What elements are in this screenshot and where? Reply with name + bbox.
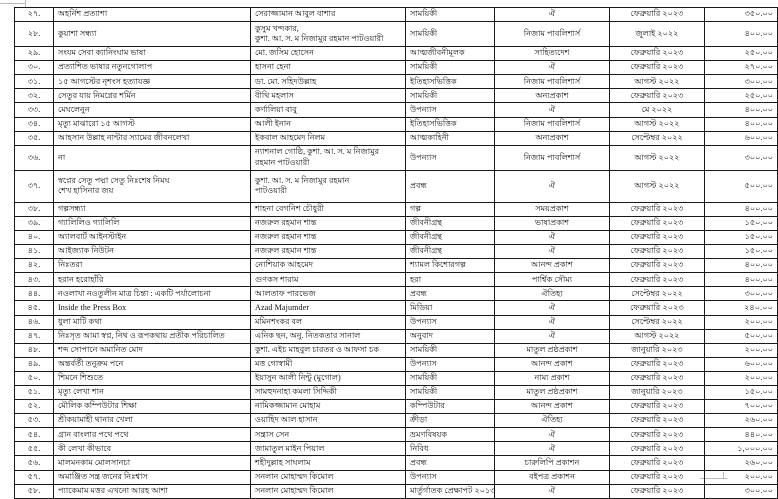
book-title-cell-line: স্বপ্নের সেতু পদ্মা সেতু নিঃশেষ নিমঘ bbox=[58, 175, 170, 185]
price-cell: ৩০০.০০ bbox=[705, 287, 778, 301]
serial-number-cell: ২৯. bbox=[15, 47, 54, 61]
table-row bbox=[15, 315, 778, 329]
book-title-cell: ধুলা মাটি কথা bbox=[54, 315, 251, 329]
genre-cell: কম্পিউটার bbox=[406, 400, 495, 414]
publisher-cell: ঐ bbox=[495, 442, 610, 456]
genre-cell: উপন্যাস bbox=[406, 103, 495, 117]
publisher-cell: পার্শ্বিক সৌম্য bbox=[495, 273, 610, 287]
table-row bbox=[15, 103, 778, 117]
genre-cell: সাময়িকী bbox=[406, 89, 495, 103]
publisher-cell: আনন্দ প্রকাশ bbox=[495, 259, 610, 273]
serial-number-cell: ৫৩. bbox=[15, 414, 54, 428]
publisher-cell: মাতুল প্রষ্ঠপ্রকাশ bbox=[495, 343, 610, 357]
genre-cell: মার্তুর্গাতক প্রেক্ষাপট ২০১৩ bbox=[406, 484, 495, 498]
table-body bbox=[15, 8, 778, 499]
publication-date-cell: আগস্ট ২০২২ bbox=[610, 329, 705, 343]
table-row bbox=[15, 442, 778, 456]
table-row bbox=[15, 470, 778, 484]
author-name-cell: নজরুল রহমান শান্ত bbox=[251, 216, 406, 230]
table-row bbox=[15, 117, 778, 131]
book-title-cell: শব্দ সোপানে অমানিত মোদ bbox=[54, 343, 251, 357]
publisher-cell: নিজাম পাবলিশার্স bbox=[495, 117, 610, 131]
serial-number-cell: ২৮. bbox=[15, 22, 54, 47]
publication-date-cell: ফেব্রুয়ারি ২০২৩ bbox=[610, 456, 705, 470]
book-title-cell: নওলাখা নওতুলীন মাত্র চিন্তা : একটি পর্যালোচনা bbox=[54, 287, 251, 301]
author-name-cell bbox=[251, 145, 406, 170]
publisher-cell: ঐ bbox=[495, 428, 610, 442]
publication-date-cell: ফেব্রুয়ারি ২০২৩ bbox=[610, 230, 705, 244]
genre-cell: অনুবাদ bbox=[406, 329, 495, 343]
table-row bbox=[15, 89, 778, 103]
table-row bbox=[15, 170, 778, 202]
price-cell: ২৬০.০০ bbox=[705, 414, 778, 428]
table-row bbox=[15, 75, 778, 89]
genre-cell: সাময়িকী bbox=[406, 8, 495, 22]
price-cell: ৪০০.০০ bbox=[705, 259, 778, 273]
genre-cell: সাময়িকী bbox=[406, 61, 495, 75]
price-cell: ১৫০.০০ bbox=[705, 230, 778, 244]
author-name-cell: এনিক ছন, অনু. নিতকতার সানাল bbox=[251, 329, 406, 343]
book-title-cell: শিমনে শিশুতে bbox=[54, 371, 251, 385]
book-title-cell: মেঘলেনুন bbox=[54, 103, 251, 117]
serial-number-cell: ৪৩. bbox=[15, 273, 54, 287]
serial-number-cell: ৩৫. bbox=[15, 131, 54, 145]
author-name-cell bbox=[251, 170, 406, 202]
publisher-cell: নিজাম পাবলিশার্স bbox=[495, 145, 610, 170]
book-title-cell bbox=[54, 170, 251, 202]
publisher-cell: সাহিত্যদেশ bbox=[495, 47, 610, 61]
price-cell: ২৪০.০০ bbox=[705, 301, 778, 315]
author-name-cell: Azad Majumder bbox=[251, 301, 406, 315]
genre-cell: হরা bbox=[406, 273, 495, 287]
book-title-cell: গল্পসন্ধ্যা bbox=[54, 202, 251, 216]
book-title-cell: গ্যালিলিও গ্যালিলি bbox=[54, 216, 251, 230]
publisher-cell: ঐ bbox=[495, 315, 610, 329]
genre-cell: ক্রীড়া bbox=[406, 414, 495, 428]
serial-number-cell: ৫০. bbox=[15, 371, 54, 385]
book-title-cell: ১৫ আগস্টের নৃশংস হত্যাযজ্ঞ bbox=[54, 75, 251, 89]
author-name-cell: ডা. মো. সহিদউল্লাহ bbox=[251, 75, 406, 89]
genre-cell: গল্প bbox=[406, 202, 495, 216]
price-cell: ৫০০.০০ bbox=[705, 170, 778, 202]
price-cell: ৬০০.০০ bbox=[705, 131, 778, 145]
price-cell: ২০০.০০ bbox=[705, 470, 778, 484]
publisher-cell: ভাষাপ্রকাশ bbox=[495, 216, 610, 230]
publisher-cell: ঐ bbox=[495, 230, 610, 244]
publication-date-cell: ফেব্রুয়ারি ২০২৩ bbox=[610, 357, 705, 371]
book-title-cell: অহর্নিশ প্রত্যাশা bbox=[54, 8, 251, 22]
author-name-cell: সনলান মোহাম্মদ কিমোল bbox=[251, 470, 406, 484]
author-name-cell: ইয়াসুন আলী নিন্টু (মুগোল) bbox=[251, 371, 406, 385]
genre-cell: শ্যামল কিশোরগল্প bbox=[406, 259, 495, 273]
genre-cell: আত্মকাহিনী bbox=[406, 131, 495, 145]
serial-number-cell: ৫৪. bbox=[15, 428, 54, 442]
price-cell: ৩০০.০০ bbox=[705, 145, 778, 170]
book-title-cell: শ্রীকয়ামাহী থানার খেলা bbox=[54, 414, 251, 428]
author-name-cell-line: পাটওয়ারী bbox=[255, 186, 288, 196]
serial-number-cell: ৩২. bbox=[15, 89, 54, 103]
publication-date-cell: ফেব্রুয়ারি ২০২৩ bbox=[610, 442, 705, 456]
book-title-cell: মালমনকাম মোলসানচা bbox=[54, 456, 251, 470]
author-name-cell: আলতাফ পারভেজ bbox=[251, 287, 406, 301]
book-title-cell: আহসান উল্লাহ নান্টার স্যামের জীবনলেখা bbox=[54, 131, 251, 145]
book-title-cell: অমাঞ্জিত সন্ত্র জনের নিঃশ্বাস bbox=[54, 470, 251, 484]
publisher-cell: সময়প্রকাশ bbox=[495, 202, 610, 216]
serial-number-cell: ৪১. bbox=[15, 245, 54, 259]
table-row bbox=[15, 61, 778, 75]
table-row bbox=[15, 273, 778, 287]
genre-cell: প্রবন্ধ bbox=[406, 456, 495, 470]
genre-cell: মিডিয়া bbox=[406, 301, 495, 315]
table-row bbox=[15, 287, 778, 301]
price-cell: ৩০০.০০ bbox=[705, 484, 778, 498]
author-name-cell: আলী ইনান bbox=[251, 117, 406, 131]
publisher-cell: ঐ bbox=[495, 170, 610, 202]
publication-date-cell: আগস্ট ২০২২ bbox=[610, 170, 705, 202]
table-row bbox=[15, 8, 778, 22]
price-cell: ২৬০.০০ bbox=[705, 456, 778, 470]
author-name-cell: কুশা. এইচ মাহবুল চারতর ও আফসা চক bbox=[251, 343, 406, 357]
book-title-cell: হরান হরোহাঁরি bbox=[54, 273, 251, 287]
book-title-cell: কুয়াশা সন্ধ্যা bbox=[54, 22, 251, 47]
book-title-cell: মৌলিক কম্পিউটার শিক্ষা bbox=[54, 400, 251, 414]
genre-cell: ইতিহাসভিত্তিক bbox=[406, 117, 495, 131]
author-name-cell: সেরাজ্জামান আবুল বাশার bbox=[251, 8, 406, 22]
table-row bbox=[15, 371, 778, 385]
book-title-cell: কী লেখা কীভাবে bbox=[54, 442, 251, 456]
genre-cell: প্রবন্ধ bbox=[406, 170, 495, 202]
table-row bbox=[15, 230, 778, 244]
publication-date-cell: ফেব্রুয়ারি ২০২৩ bbox=[610, 414, 705, 428]
author-name-cell: ইকবাল আহমেদ নিলম bbox=[251, 131, 406, 145]
table-row bbox=[15, 301, 778, 315]
table-row bbox=[15, 22, 778, 47]
table-row bbox=[15, 456, 778, 470]
publication-date-cell: সেপ্টেম্বর ২০২২ bbox=[610, 131, 705, 145]
publication-date-cell: ফেব্রুয়ারি ২০২৩ bbox=[610, 89, 705, 103]
price-cell: ৪০০.০০ bbox=[705, 273, 778, 287]
serial-number-cell: ৩৪. bbox=[15, 117, 54, 131]
genre-cell: ইতিহাসভিত্তিক bbox=[406, 75, 495, 89]
book-title-cell: না bbox=[54, 145, 251, 170]
book-title-cell: নিঃসৃত আমা স্বপ্ন, নিথ ও রূপকথায় প্রতীক পরিচালিত bbox=[54, 329, 251, 343]
genre-cell: ভ্রমণবিষয়ক bbox=[406, 428, 495, 442]
author-name-cell-line: রহমান পাটওয়ারী bbox=[255, 157, 310, 167]
publication-date-cell: জানুয়ারি ২০২৩ bbox=[610, 385, 705, 399]
price-cell: ২০০.০০ bbox=[705, 343, 778, 357]
price-cell: ৪০০.০০ bbox=[705, 117, 778, 131]
serial-number-cell: ৩৯. bbox=[15, 216, 54, 230]
table-row bbox=[15, 343, 778, 357]
publisher-cell: ঐ bbox=[495, 484, 610, 498]
author-name-cell: নজরুল রহমান শান্ত bbox=[251, 245, 406, 259]
author-name-cell-line: কুশা. আ. স. ম নিজামুর রহমান bbox=[255, 175, 350, 185]
book-title-cell: প্রত্যাশিত ভাষার নতুনগোলাপ bbox=[54, 61, 251, 75]
author-name-cell: ওয়াহিদ আল হাসান bbox=[251, 414, 406, 428]
serial-number-cell: ২৭. bbox=[15, 8, 54, 22]
publisher-cell: অন্যপ্রকাশ bbox=[495, 131, 610, 145]
publisher-cell: বইপত্র প্রকাশন bbox=[495, 470, 610, 484]
publisher-cell: অন্যপ্রকাশ bbox=[495, 89, 610, 103]
author-name-cell: সনলান মোহাম্মদ কিমোল bbox=[251, 484, 406, 498]
publication-date-cell: ফেব্রুয়ারি ২০২৩ bbox=[610, 61, 705, 75]
publisher-cell: ঐ bbox=[495, 8, 610, 22]
genre-cell: সাময়িকী bbox=[406, 385, 495, 399]
book-title-cell: সেতুর যায় নিমগ্নের শর্মিন bbox=[54, 89, 251, 103]
publisher-cell: চারুলিপি প্রকাশন bbox=[495, 456, 610, 470]
serial-number-cell: ৫২. bbox=[15, 400, 54, 414]
publication-date-cell: ফেব্রুয়ারি ২০২৩ bbox=[610, 301, 705, 315]
author-name-cell: নামিকজ্জামান মোহাম bbox=[251, 400, 406, 414]
serial-number-cell: ৪৪. bbox=[15, 287, 54, 301]
publication-date-cell: জানুয়ারি ২০২৩ bbox=[610, 343, 705, 357]
book-catalogue-table bbox=[14, 7, 778, 499]
publication-date-cell: ফেব্রুয়ারি ২০২৩ bbox=[610, 484, 705, 498]
book-title-cell: Inside the Press Box bbox=[54, 301, 251, 315]
table-row bbox=[15, 357, 778, 371]
price-cell: ৩০০.০০ bbox=[705, 75, 778, 89]
serial-number-cell: ৫১. bbox=[15, 385, 54, 399]
book-title-cell: অন্তর্বর্তী তনুক্রম পনে bbox=[54, 357, 251, 371]
author-name-cell bbox=[251, 22, 406, 47]
book-title-cell: মৃত্যু মাঝারো ১৫ আগস্ট bbox=[54, 117, 251, 131]
genre-cell: আত্মজীবনীমূলক bbox=[406, 47, 495, 61]
price-cell: ২০০.০০ bbox=[705, 315, 778, 329]
table-row bbox=[15, 131, 778, 145]
price-cell: ১,০০০.০০ bbox=[705, 442, 778, 456]
genre-cell: সাময়িকী bbox=[406, 371, 495, 385]
scan-artifact-top-left-horizontal bbox=[0, 3, 26, 4]
author-name-cell: বীথি মহলাস bbox=[251, 89, 406, 103]
publication-date-cell: ফেব্রুয়ারি ২০২৩ bbox=[610, 216, 705, 230]
publication-date-cell: ফেব্রুয়ারি ২০২৩ bbox=[610, 428, 705, 442]
price-cell: ৩৫০.০০ bbox=[705, 8, 778, 22]
price-cell: ৪০০.০০ bbox=[705, 103, 778, 117]
publisher-cell: নাম্য প্রকাশ bbox=[495, 371, 610, 385]
publisher-cell: নিজাম পাবলিশার্স bbox=[495, 22, 610, 47]
price-cell: ২০০.০০ bbox=[705, 371, 778, 385]
publisher-cell: ঐতিহ্য bbox=[495, 414, 610, 428]
serial-number-cell: ৪৯. bbox=[15, 357, 54, 371]
serial-number-cell: ৪৫. bbox=[15, 301, 54, 315]
publication-date-cell: ফেব্রুয়ারি ২০২৩ bbox=[610, 47, 705, 61]
author-name-cell: সন্ত্রাস সেন bbox=[251, 428, 406, 442]
author-name-cell-line: কুশা. আ. স. ম নিজামুর রহমান পাটওয়ারী bbox=[255, 34, 384, 44]
publication-date-cell: ফেব্রুয়ারি ২০২৩ bbox=[610, 245, 705, 259]
author-name-cell: সামহুদনাহা কমলা সিদ্দিকী bbox=[251, 385, 406, 399]
serial-number-cell: ৫৫. bbox=[15, 442, 54, 456]
scan-artifact-top-left-vertical bbox=[25, 0, 26, 7]
author-name-cell: শহীদুল্লাহ সাঘলাম bbox=[251, 456, 406, 470]
serial-number-cell: ৩৮. bbox=[15, 202, 54, 216]
serial-number-cell: ৩৭. bbox=[15, 170, 54, 202]
publication-date-cell: ফেব্রুয়ারি ২০২৩ bbox=[610, 202, 705, 216]
publisher-cell: ঐ bbox=[495, 329, 610, 343]
price-cell: ১৫০.০০ bbox=[705, 245, 778, 259]
serial-number-cell: ৩৬. bbox=[15, 145, 54, 170]
publication-date-cell: সেপ্টেম্বর ২০২২ bbox=[610, 315, 705, 329]
serial-number-cell: ৪৬. bbox=[15, 315, 54, 329]
publisher-cell: ঐতিহ্য bbox=[495, 287, 610, 301]
price-cell: ১৫০.০০ bbox=[705, 385, 778, 399]
serial-number-cell: ৫৭. bbox=[15, 470, 54, 484]
publisher-cell: আনন্দ প্রকাশ bbox=[495, 357, 610, 371]
genre-cell: জীবনীগ্রন্থ bbox=[406, 245, 495, 259]
book-title-cell: গ্রান বাংলার পথে পথে bbox=[54, 428, 251, 442]
publisher-cell: মাতুল প্রষ্ঠপ্রকাশ bbox=[495, 385, 610, 399]
genre-cell: নিবিধ bbox=[406, 442, 495, 456]
price-cell: ৬০০.০০ bbox=[705, 357, 778, 371]
serial-number-cell: ৪০. bbox=[15, 230, 54, 244]
table-row bbox=[15, 400, 778, 414]
table-row bbox=[15, 259, 778, 273]
price-cell: ২৫০.০০ bbox=[705, 89, 778, 103]
genre-cell: উপন্যাস bbox=[406, 470, 495, 484]
serial-number-cell: ৩০. bbox=[15, 61, 54, 75]
genre-cell: সাময়িকী bbox=[406, 22, 495, 47]
publication-date-cell: ফেব্রুয়ারি ২০২৩ bbox=[610, 371, 705, 385]
publisher-cell: ঐ bbox=[495, 245, 610, 259]
publication-date-cell: ফেব্রুয়ারি ২০২৩ bbox=[610, 8, 705, 22]
table-row bbox=[15, 202, 778, 216]
serial-number-cell: ৩১. bbox=[15, 75, 54, 89]
genre-cell: জীবনীগ্রন্থ bbox=[406, 230, 495, 244]
genre-cell: উপন্যাস bbox=[406, 145, 495, 170]
genre-cell: প্রবন্ধ bbox=[406, 287, 495, 301]
book-title-cell-line: শেখ হাসিনার জয় bbox=[58, 186, 114, 196]
book-title-cell: আইজ্যাক নিউটন bbox=[54, 245, 251, 259]
publisher-cell: ঐ bbox=[495, 103, 610, 117]
price-cell: ২৭০.০০ bbox=[705, 61, 778, 75]
author-name-cell: মো. জসিম হোসেন bbox=[251, 47, 406, 61]
author-name-cell: নোশিয়াক আহমেদ bbox=[251, 259, 406, 273]
publication-date-cell: ফেব্রুয়ারি ২০২৩ bbox=[610, 273, 705, 287]
table-row bbox=[15, 216, 778, 230]
price-cell: ২৫০.০০ bbox=[705, 47, 778, 61]
genre-cell: সাময়িকী bbox=[406, 343, 495, 357]
price-cell: ৫০০.০০ bbox=[705, 329, 778, 343]
genre-cell: জীবনীগ্রন্থ bbox=[406, 216, 495, 230]
author-name-cell: হাসনা হেনা bbox=[251, 61, 406, 75]
book-title-cell: নিঃতরা bbox=[54, 259, 251, 273]
price-cell: ৭০০.০০ bbox=[705, 400, 778, 414]
book-title-cell: সংযম সেবা ক্যানিংঘাম ভাষা bbox=[54, 47, 251, 61]
publication-date-cell: ফেব্রুয়ারি ২০২৩ bbox=[610, 400, 705, 414]
publication-date-cell: ফেব্রুয়ারি ২০২৩ bbox=[610, 259, 705, 273]
price-cell: ৪৪০.০০ bbox=[705, 428, 778, 442]
author-name-cell: মত্ত গোস্বামী bbox=[251, 357, 406, 371]
table-row bbox=[15, 47, 778, 61]
table-row bbox=[15, 428, 778, 442]
publication-date-cell: জুলাই ২০২২ bbox=[610, 22, 705, 47]
serial-number-cell: ৪৮. bbox=[15, 343, 54, 357]
genre-cell: উপন্যাস bbox=[406, 315, 495, 329]
publication-date-cell: আগস্ট ২০২২ bbox=[610, 75, 705, 89]
author-name-cell-line: ন্যাশনাল গোষ্ঠি, কুশা. আ. স. ম নিজামুর bbox=[255, 147, 380, 157]
publication-date-cell: সেপ্টেম্বর ২০২২ bbox=[610, 287, 705, 301]
serial-number-cell: ৪৭. bbox=[15, 329, 54, 343]
author-name-cell: কর্ণালিয়া বাবু bbox=[251, 103, 406, 117]
serial-number-cell: ৩৩. bbox=[15, 103, 54, 117]
publication-date-cell: আগস্ট ২০২২ bbox=[610, 117, 705, 131]
serial-number-cell: ৫৬. bbox=[15, 456, 54, 470]
price-cell: ৪০০.০০ bbox=[705, 22, 778, 47]
table-row bbox=[15, 329, 778, 343]
publication-date-cell: মে ২০২২ bbox=[610, 103, 705, 117]
price-cell: ৪০০.০০ bbox=[705, 202, 778, 216]
author-name-cell-line: কুসুম খন্দকার, bbox=[255, 23, 299, 33]
publisher-cell: নিজাম পাবলিশার্স bbox=[495, 75, 610, 89]
price-cell: ১৫০.০০ bbox=[705, 216, 778, 230]
book-title-cell: প্যাকেমাম মত্তর এখনো আরহ আশা bbox=[54, 484, 251, 498]
author-name-cell: শাহনা বেগনিশ চৌধুরী bbox=[251, 202, 406, 216]
author-name-cell: নজরুল রহমান শান্ত bbox=[251, 230, 406, 244]
publication-date-cell: আগস্ট ২০২২ bbox=[610, 145, 705, 170]
serial-number-cell: ৪২. bbox=[15, 259, 54, 273]
book-title-cell: মৃত্যু লেখা শান bbox=[54, 385, 251, 399]
publisher-cell: আনন্দ প্রকাশ bbox=[495, 400, 610, 414]
serial-number-cell: ৫৮. bbox=[15, 484, 54, 498]
publication-date-cell: ফেব্রুয়ারি ২০২৩ bbox=[610, 470, 705, 484]
publisher-cell: ঐ bbox=[495, 61, 610, 75]
author-name-cell: মমিনশংকর বল bbox=[251, 315, 406, 329]
table-row bbox=[15, 385, 778, 399]
table-row bbox=[15, 484, 778, 498]
genre-cell: উপন্যাস bbox=[406, 357, 495, 371]
author-name-cell: গুণকস শারাম bbox=[251, 273, 406, 287]
author-name-cell: জামাতুল মাইন পিয়াল bbox=[251, 442, 406, 456]
book-title-cell: অ্যালবার্ট আইনস্টাইন bbox=[54, 230, 251, 244]
table-row bbox=[15, 245, 778, 259]
table-row bbox=[15, 414, 778, 428]
table-row bbox=[15, 145, 778, 170]
publisher-cell: ঐ bbox=[495, 301, 610, 315]
